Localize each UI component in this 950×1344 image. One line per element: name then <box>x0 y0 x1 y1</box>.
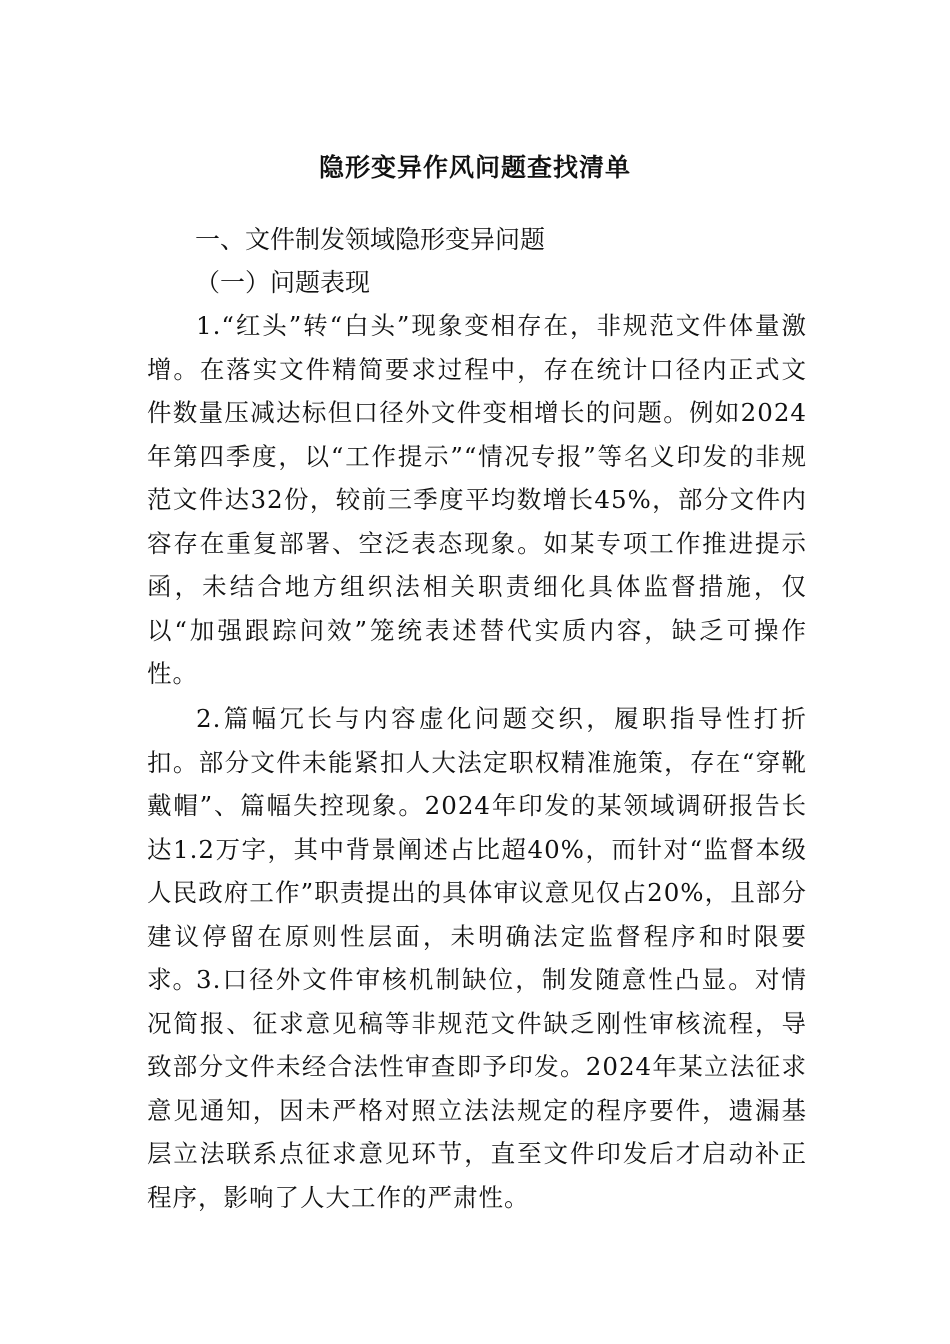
subsection-heading: （一）问题表现 <box>195 268 371 297</box>
paragraph-2: 2.篇幅冗长与内容虚化问题交织，履职指导性打折扣。部分文件未能紧扣人大法定职权精准施策，存在“穿靴戴帽”、篇幅失控现象。2024年印发的某领域调研报告长达1.2万字，其中背景阐述占比超40%，而针对“监督本级人民政府工作”职责提出的具体审议意见仅占20%，且部分建议停留在原则性层面，未明确法定监督程序和时限要求。 <box>147 704 807 994</box>
document-title: 隐形变异作风问题查找清单 <box>318 153 631 182</box>
section-heading: 一、文件制发领域隐形变异问题 <box>195 225 546 254</box>
paragraph-1: 1.“红头”转“白头”现象变相存在，非规范文件体量激增。在落实文件精简要求过程中，存在统计口径内正式文件数量压减达标但口径外文件变相增长的问题。例如2024年第四季度，以“工作提示”“情况专报”等名义印发的非规范文件达32份，较前三季度平均数增长45%，部分文件内容存在重复部署、空泛表态现象。如某专项工作推进提示函，未结合地方组织法相关职责细化具体监督措施，仅以“加强跟踪问效”笼统表述替代实质内容，缺乏可操作性。 <box>147 311 807 688</box>
paragraph-3: 3.口径外文件审核机制缺位，制发随意性凸显。对情况简报、征求意见稿等非规范文件缺乏刚性审核流程，导致部分文件未经合法性审查即予印发。2024年某立法征求意见通知，因未严格对照立法法规定的程序要件，遗漏基层立法联系点征求意见环节，直至文件印发后才启动补正程序，影响了人大工作的严肃性。 <box>147 965 807 1212</box>
